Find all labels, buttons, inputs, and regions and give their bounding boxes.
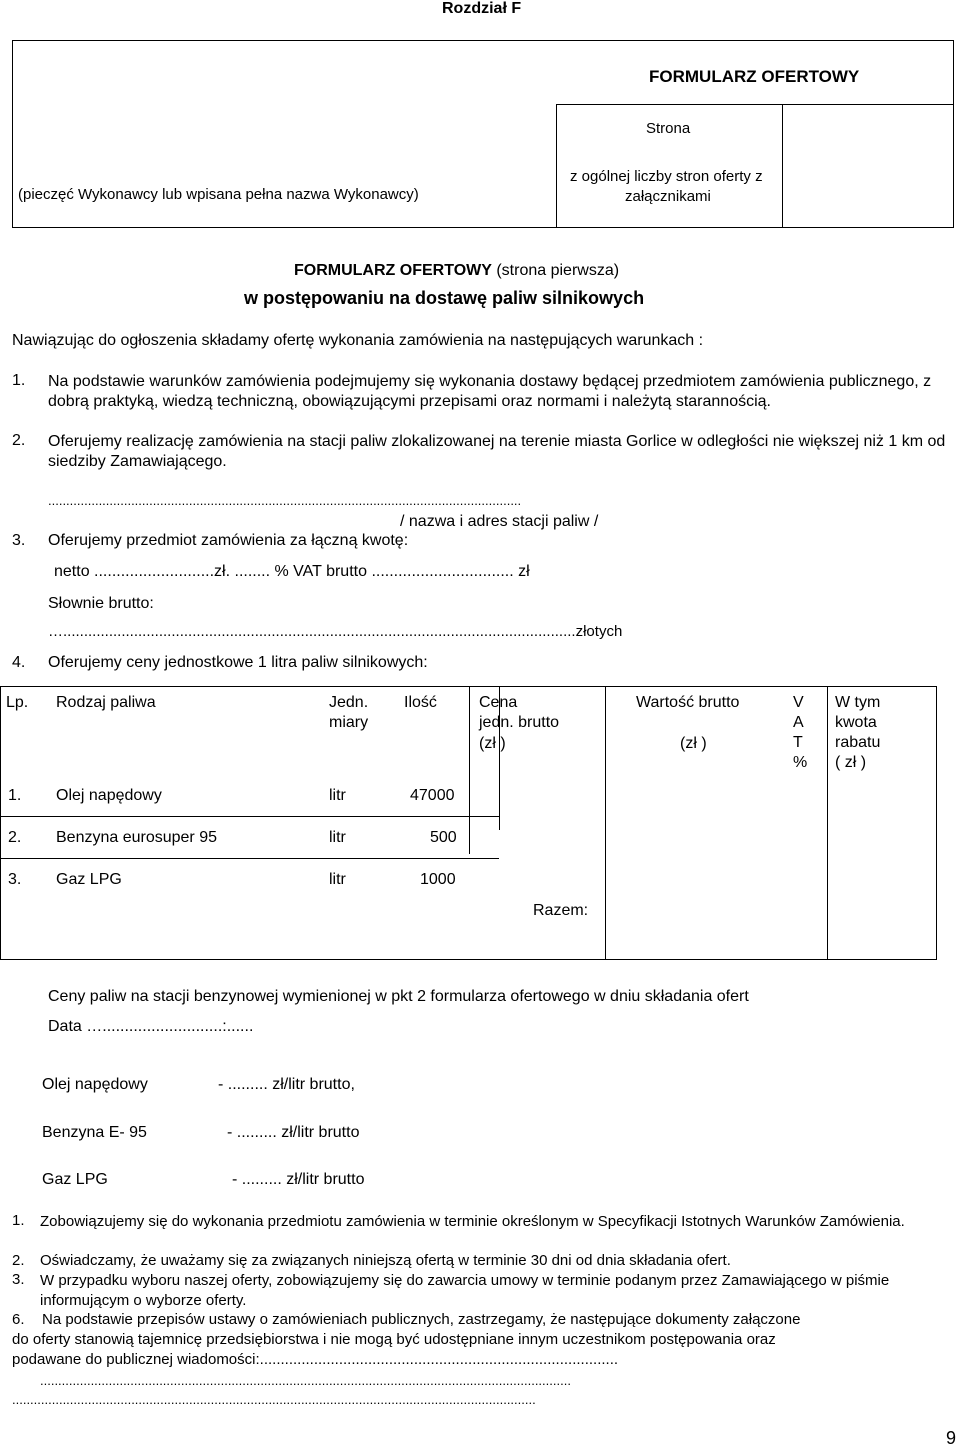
- point-4-text: Oferujemy ceny jednostkowe 1 litra paliw silnikowych:: [48, 654, 428, 671]
- fuel-price-name: Benzyna E- 95: [42, 1124, 147, 1141]
- col-header-qty: Ilość: [404, 694, 437, 711]
- table-cell-unit: litr: [329, 787, 346, 804]
- table-cell-lp: 2.: [8, 829, 22, 846]
- declaration-number: 3.: [12, 1271, 25, 1288]
- col-header-price: jedn. brutto: [479, 714, 560, 731]
- declaration-1: Zobowiązujemy się do wykonania przedmiotu zamówienia w terminie określonym w Specyfikacji Istotnych Warunków Zamówienia.: [40, 1213, 905, 1230]
- table-col-line: [605, 686, 606, 960]
- col-header-discount: rabatu: [835, 734, 881, 751]
- declaration-number: 2.: [12, 1252, 25, 1269]
- table-total-label: Razem:: [533, 902, 589, 919]
- prices-intro: Ceny paliw na stacji benzynowej wymienionej w pkt 2 formularza ofertowego w dniu składania ofert: [48, 988, 749, 1005]
- header-divider: [556, 104, 953, 105]
- table-cell-type: Gaz LPG: [56, 871, 122, 888]
- declaration-dots: ...................................................................................................................................................: [40, 1373, 571, 1388]
- col-header-discount: ( zł ): [835, 754, 867, 771]
- main-subtitle: w postępowaniu na dostawę paliw silnikowych: [244, 288, 645, 308]
- declaration-3: W przypadku wyboru naszej oferty, zobowiązujemy się do zawarcia umowy w terminie podanym przez Zamawiającego w piśmie informującym o wyborze oferty.: [40, 1272, 890, 1309]
- words-label: Słownie brutto:: [48, 595, 154, 612]
- col-header-discount: kwota: [835, 714, 877, 731]
- point-number: 4.: [12, 654, 26, 671]
- table-col-line: [936, 686, 937, 960]
- table-row-line: [0, 858, 499, 859]
- words-line: …...........................................................................................................................złotych: [48, 623, 623, 640]
- col-header-type: Rodzaj paliwa: [56, 694, 156, 711]
- table-row-line: [0, 816, 499, 817]
- col-header-vat: V: [793, 694, 804, 711]
- point-3-text: Oferujemy przedmiot zamówienia za łączną kwotę:: [48, 532, 409, 549]
- fuel-price-value: - ......... zł/litr brutto: [227, 1124, 360, 1141]
- table-cell-qty: 1000: [420, 871, 456, 888]
- station-caption: / nazwa i adres stacji paliw /: [400, 513, 599, 530]
- table-cell-lp: 1.: [8, 787, 22, 804]
- table-cell-type: Benzyna eurosuper 95: [56, 829, 217, 846]
- fuel-price-value: - ......... zł/litr brutto: [232, 1171, 365, 1188]
- chapter-title: Rozdział F: [442, 0, 522, 17]
- declaration-6: do oferty stanowią tajemnicę przedsiębiorstwa i nie mogą być udostępniane innym uczestnikom postępowania oraz: [12, 1331, 776, 1348]
- table-cell-qty: 500: [430, 829, 457, 846]
- col-header-vat: %: [793, 754, 808, 771]
- table-cell-qty: 47000: [410, 787, 455, 804]
- table-col-line: [469, 686, 470, 854]
- col-header-lp: Lp.: [6, 694, 29, 711]
- declaration-dots: .................................................................................................................................................: [12, 1392, 536, 1407]
- fuel-price-name: Gaz LPG: [42, 1171, 108, 1188]
- point-number: 3.: [12, 532, 26, 549]
- table-col-line: [827, 686, 828, 960]
- header-divider: [556, 104, 557, 228]
- pages-caption: załącznikami: [625, 188, 711, 205]
- col-header-value: (zł ): [680, 735, 707, 752]
- station-dots: ...................................................................................................................................: [48, 493, 522, 508]
- fuel-price-name: Olej napędowy: [42, 1076, 148, 1093]
- table-cell-type: Olej napędowy: [56, 787, 162, 804]
- table-cell-lp: 3.: [8, 871, 22, 888]
- page-label: Strona: [646, 120, 691, 137]
- declaration-2: Oświadczamy, że uważamy się za związanych niniejszą ofertą w terminie 30 dni od dnia składania ofert.: [40, 1252, 731, 1269]
- col-header-unit: miary: [329, 714, 369, 731]
- netto-line: netto ...........................zł. ........ % VAT brutto ................................ zł: [54, 563, 530, 580]
- col-header-unit: Jedn.: [329, 694, 369, 711]
- form-title: FORMULARZ OFERTOWY: [649, 67, 860, 86]
- stamp-caption: (pieczęć Wykonawcy lub wpisana pełna nazwa Wykonawcy): [18, 186, 419, 203]
- table-cell-unit: litr: [329, 829, 346, 846]
- col-header-price: Cena: [479, 694, 518, 711]
- page-number: 9: [946, 1428, 957, 1448]
- pages-caption: z ogólnej liczby stron oferty z: [570, 168, 763, 185]
- point-2-text: Oferujemy realizację zamówienia na stacji paliw zlokalizowanej na terenie miasta Gorlice w odległości nie większej niż 1 km od siedziby Zamawiającego.: [48, 433, 946, 470]
- fuel-price-value: - ......... zł/litr brutto,: [218, 1076, 355, 1093]
- point-number: 1.: [12, 372, 26, 389]
- col-header-value: Wartość brutto: [636, 694, 740, 711]
- col-header-price: (zł ): [479, 735, 506, 752]
- declaration-6: podawane do publicznej wiadomości:......................................................................................: [12, 1351, 619, 1368]
- point-number: 2.: [12, 432, 26, 449]
- col-header-vat: T: [793, 734, 803, 751]
- declaration-number: 6.: [12, 1311, 25, 1328]
- declaration-number: 1.: [12, 1212, 25, 1229]
- main-title: FORMULARZ OFERTOWY (strona pierwsza): [294, 262, 620, 279]
- col-header-discount: W tym: [835, 694, 881, 711]
- declaration-6: Na podstawie przepisów ustawy o zamówieniach publicznych, zastrzegamy, że następujące dokumenty załączone: [42, 1311, 801, 1328]
- table-cell-unit: litr: [329, 871, 346, 888]
- intro-text: Nawiązując do ogłoszenia składamy ofertę wykonania zamówienia na następujących warunkach :: [12, 332, 704, 349]
- prices-date: Data …...........................:......: [48, 1018, 254, 1035]
- header-divider: [782, 104, 783, 228]
- col-header-vat: A: [793, 714, 804, 731]
- point-1-text: Na podstawie warunków zamówienia podejmujemy się wykonania dostawy będącej przedmiotem zamówienia publicznego, z dobrą praktyką, wiedzą techniczną, obowiązującymi przepisami oraz normami i należytą starannością.: [48, 373, 932, 410]
